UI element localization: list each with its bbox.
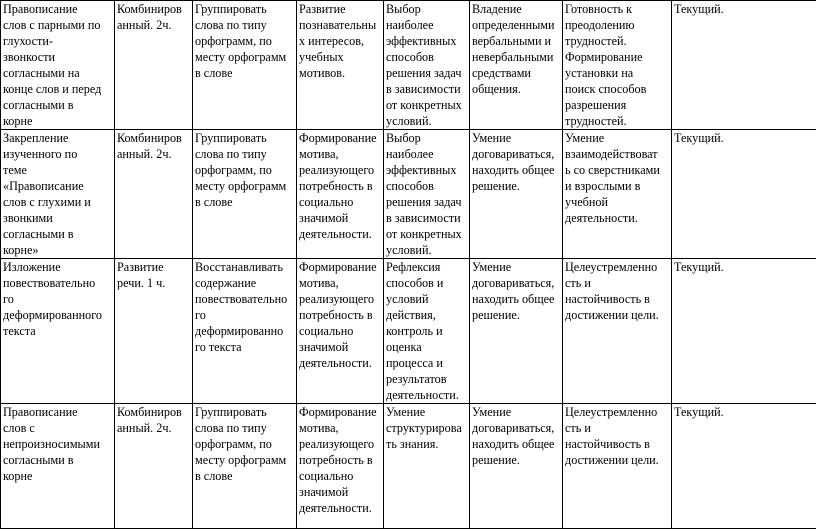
control-cell: Текущий. xyxy=(672,1,816,130)
regulative-outcome-cell: Готовность к преодолению трудностей. Формирование установки на поиск способов разрешения трудностей. xyxy=(563,1,672,130)
cognitive-outcome-cell: Умение структурирова ть знания. xyxy=(384,404,470,529)
activity-cell: Группировать слова по типу орфограмм, по месту орфограмм в слове xyxy=(193,130,297,259)
lesson-type-cell: Комбиниров анный. 2ч. xyxy=(115,130,193,259)
personal-outcome-cell: Формирование мотива, реализующего потребность в социально значимой деятельности. xyxy=(297,404,384,529)
table-row xyxy=(1,259,816,404)
regulative-outcome-cell: Целеустремленно сть и настойчивость в достижении цели. xyxy=(563,259,672,404)
lesson-type-cell: Развитие речи. 1 ч. xyxy=(115,259,193,404)
control-cell: Текущий. xyxy=(672,259,816,404)
cognitive-outcome-cell: Выбор наиболее эффективных способов решения задач в зависимости от конкретных условий. xyxy=(384,130,470,259)
activity-cell: Группировать слова по типу орфограмм, по месту орфограмм в слове xyxy=(193,1,297,130)
regulative-outcome-cell: Умение взаимодействоват ь со сверстниками и взрослыми в учебной деятельности. xyxy=(563,130,672,259)
table-row xyxy=(1,1,816,130)
personal-outcome-cell: Развитие познавательны х интересов, учебных мотивов. xyxy=(297,1,384,130)
activity-cell: Группировать слова по типу орфограмм, по месту орфограмм в слове xyxy=(193,404,297,529)
communicative-outcome-cell: Владение определенными вербальными и невербальными средствами общения. xyxy=(470,1,563,130)
cognitive-outcome-cell: Рефлексия способов и условий действия, контроль и оценка процесса и результатов деятельности. xyxy=(384,259,470,404)
lesson-type-cell: Комбиниров анный. 2ч. xyxy=(115,1,193,130)
personal-outcome-cell: Формирование мотива, реализующего потребность в социально значимой деятельности. xyxy=(297,130,384,259)
topic-cell: Закрепление изученного по теме «Правописание слов с глухими и звонкими согласными в корне» xyxy=(1,130,115,259)
topic-cell: Изложение повествовательно го деформированного текста xyxy=(1,259,115,404)
control-cell: Текущий. xyxy=(672,404,816,529)
table-row xyxy=(1,130,816,259)
control-cell: Текущий. xyxy=(672,130,816,259)
table-row xyxy=(1,404,816,529)
topic-cell: Правописание слов с парными по глухости- звонкости согласными на конце слов и перед согласными в корне xyxy=(1,1,115,130)
activity-cell: Восстанавливать содержание повествовательно го деформированно го текста xyxy=(193,259,297,404)
cognitive-outcome-cell: Выбор наиболее эффективных способов решения задач в зависимости от конкретных условий. xyxy=(384,1,470,130)
regulative-outcome-cell: Целеустремленно сть и настойчивость в достижении цели. xyxy=(563,404,672,529)
topic-cell: Правописание слов с непроизносимыми согласными в корне xyxy=(1,404,115,529)
communicative-outcome-cell: Умение договариваться, находить общее решение. xyxy=(470,130,563,259)
lesson-type-cell: Комбиниров анный. 2ч. xyxy=(115,404,193,529)
communicative-outcome-cell: Умение договариваться, находить общее решение. xyxy=(470,259,563,404)
personal-outcome-cell: Формирование мотива, реализующего потребность в социально значимой деятельности. xyxy=(297,259,384,404)
communicative-outcome-cell: Умение договариваться, находить общее решение. xyxy=(470,404,563,529)
